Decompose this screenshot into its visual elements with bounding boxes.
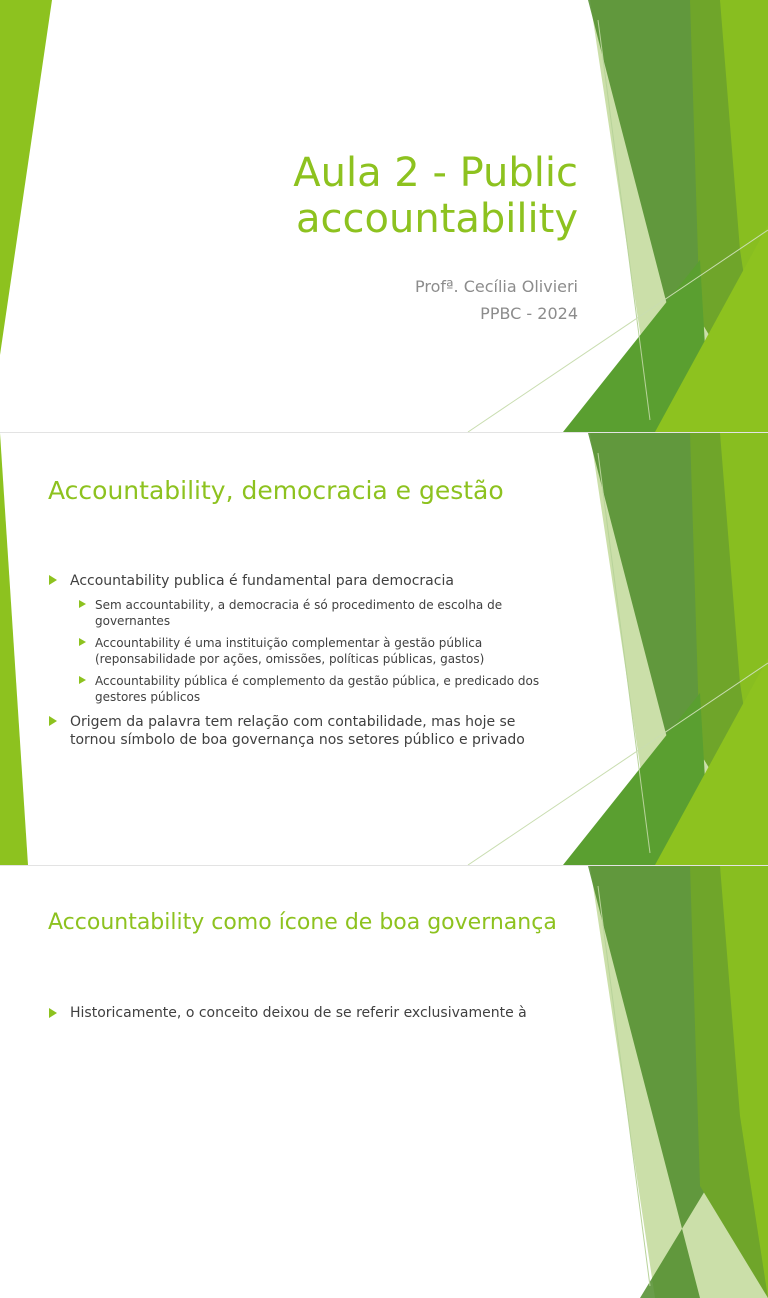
title-slide	[0, 0, 768, 432]
bullet-item: Accountability publica é fundamental para democracia	[70, 573, 454, 589]
sub-bullet-arrow-icon	[79, 676, 86, 684]
left-accent-shape	[0, 0, 52, 355]
sub-bullet-item: Sem accountability, a democracia é só procedimento de escolha de governantes	[95, 598, 503, 628]
slide-title: Accountability, democracia e gestão	[48, 476, 504, 505]
left-accent-shape	[0, 433, 28, 865]
course-code: PPBC - 2024	[480, 304, 578, 323]
bullet-arrow-icon	[49, 575, 57, 585]
sub-bullet-item: Accountability pública é complemento da gestão pública, e predicado dos gestores públicos	[95, 674, 540, 704]
title-line-1: Aula 2 - Public	[293, 150, 578, 196]
title-line-2: accountability	[296, 196, 578, 242]
sub-bullet-item: Accountability é uma instituição complementar à gestão pública (reponsabilidade por ações, omissões, políticas públicas, gastos)	[95, 636, 485, 666]
sub-bullet-arrow-icon	[79, 638, 86, 646]
slide-title: Accountability como ícone de boa governança	[48, 910, 557, 935]
author-name: Profª. Cecília Olivieri	[414, 277, 578, 296]
bullet-item: Historicamente, o conceito deixou de se referir exclusivamente à	[70, 1005, 527, 1021]
slide-title	[98, 150, 578, 242]
bullet-arrow-icon	[49, 1008, 57, 1018]
sub-bullet-arrow-icon	[79, 600, 86, 608]
bullet-arrow-icon	[49, 716, 57, 726]
bullet-item: Origem da palavra tem relação com contabilidade, mas hoje se tornou símbolo de boa governança nos setores público e privado	[70, 714, 525, 748]
